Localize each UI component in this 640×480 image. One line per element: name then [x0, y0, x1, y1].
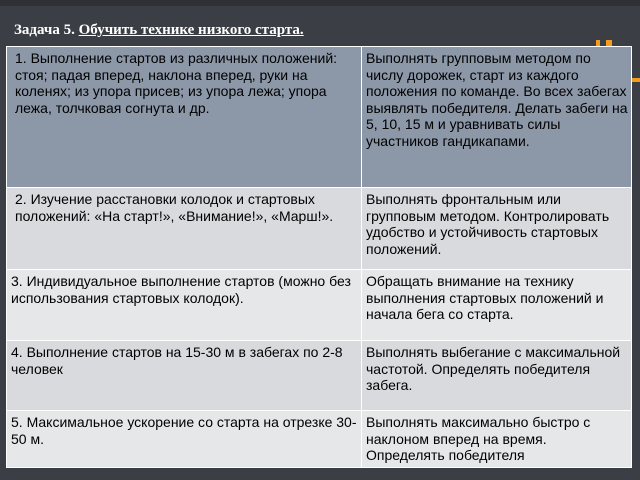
exercise-table [6, 46, 632, 468]
table-row [7, 411, 632, 468]
exercise-table-container [6, 46, 632, 464]
exercise-cell: 5. Максимальное ускорение со старта на отрезке 30-50 м. [7, 411, 362, 468]
table-row [7, 270, 632, 341]
instruction-cell: Выполнять фронтальным или групповым методом. Контролировать удобство и устойчивость стартовых положений. [362, 188, 632, 270]
exercise-cell: 3. Индивидуальное выполнение стартов (можно без использования стартовых колодок). [7, 270, 362, 341]
exercise-cell: 2. Изучение расстановки колодок и стартовых положений: «На старт!», «Внимание!», «Марш!». [7, 188, 362, 270]
instruction-cell: Выполнять максимально быстро с наклоном вперед на время. Определять победителя [362, 411, 632, 468]
instruction-cell: Выполнять выбегание с максимальной частотой. Определять победителя забега. [362, 341, 632, 411]
exercise-cell: 1. Выполнение стартов из различных положений: стоя; падая вперед, наклона вперед, руки на коленях; из упора присев; из упора лежа; упора лежа, толчковая согнута и др. [7, 47, 362, 188]
table-row [7, 188, 632, 270]
top-decoration-bar [0, 0, 640, 6]
task-title [14, 22, 304, 39]
exercise-cell: 4. Выполнение стартов на 15-30 м в забегах по 2-8 человек [7, 341, 362, 411]
task-title-prefix: Задача 5. [14, 22, 75, 38]
table-row [7, 341, 632, 411]
instruction-cell: Обращать внимание на технику выполнения стартовых положений и начала бега со старта. [362, 270, 632, 341]
task-title-goal: Обучить технике низкого старта. [78, 22, 304, 38]
table-row [7, 47, 632, 188]
instruction-cell: Выполнять групповым методом по числу дорожек, старт из каждого положения по команде. Во всех забегах выявлять победителя. Делать забеги на 5, 10, 15 м и уравнивать силы участников гандикапами. [362, 47, 632, 188]
